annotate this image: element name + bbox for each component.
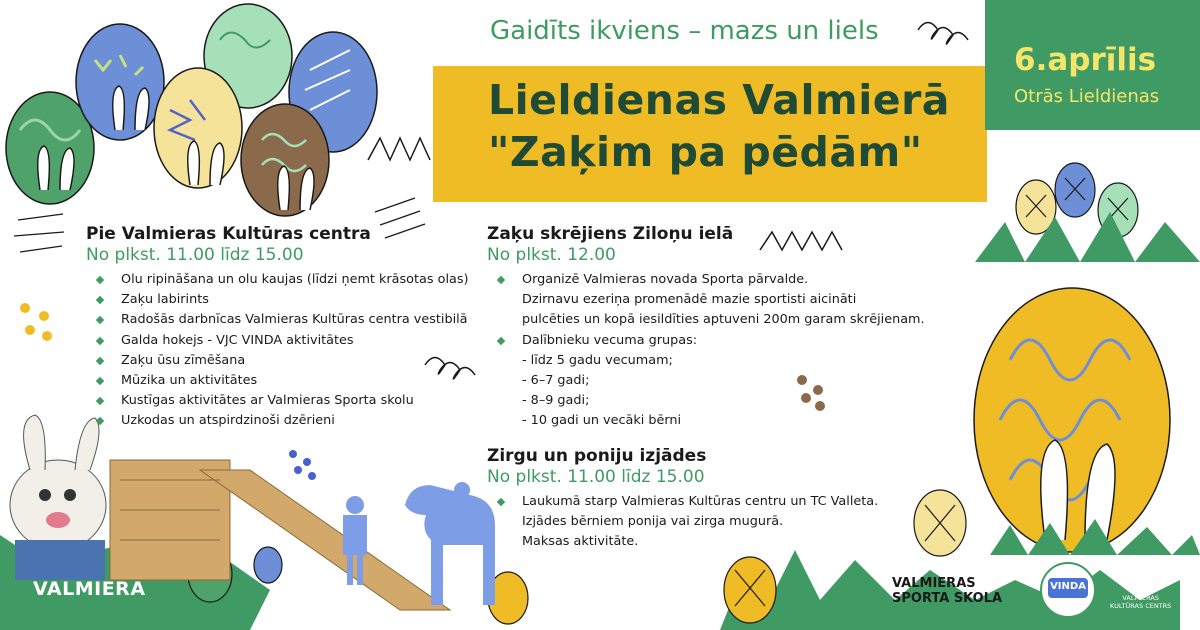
easter-egg-small-blue xyxy=(1055,163,1095,217)
section-culture-title: Pie Valmieras Kultūras centra xyxy=(86,224,371,244)
section-race-title: Zaķu skrējiens Ziloņu ielā xyxy=(487,224,734,244)
diamond-bullet-icon xyxy=(96,336,104,344)
diamond-bullet-icon xyxy=(96,417,104,425)
list-item: Organizē Valmieras novada Sporta pārvalde. xyxy=(496,270,925,290)
sports-school-logo-line1: VALMIERAS xyxy=(892,576,976,591)
event-title: Lieldienas Valmierā xyxy=(488,76,950,124)
diamond-bullet-icon xyxy=(96,357,104,365)
yellow-dots xyxy=(20,303,52,341)
section-culture-time: No plkst. 11.00 līdz 15.00 xyxy=(86,245,304,265)
section-race-time: No plkst. 12.00 xyxy=(487,245,616,265)
list-item: Zaķu labirints xyxy=(95,290,469,310)
culture-centre-logo-number: 60 xyxy=(1120,556,1164,596)
age-group: - 10 gadi un vecāki bērni xyxy=(522,413,682,429)
list-item: Laukumā starp Valmieras Kultūras centru un TC Valleta. xyxy=(496,492,878,512)
section-pony-list xyxy=(496,492,878,553)
list-item: Galda hokejs - VJC VINDA aktivitātes xyxy=(95,331,469,351)
diamond-bullet-icon xyxy=(497,336,505,344)
age-group: - 8–9 gadi; xyxy=(522,393,590,409)
section-pony-time: No plkst. 11.00 līdz 15.00 xyxy=(487,467,705,487)
easter-egg-big xyxy=(974,288,1170,552)
blue-dots xyxy=(289,450,316,480)
list-item: Mūzika un aktivitātes xyxy=(95,371,469,391)
list-item: Kustīgas aktivitātes ar Valmieras Sporta skolu xyxy=(95,391,469,411)
event-subtitle: "Zaķim pa pēdām" xyxy=(488,128,923,176)
squiggle-line xyxy=(368,138,430,160)
list-item-continuation: Izjādes bērniem ponija vai zirga mugurā. xyxy=(522,514,784,530)
vinda-logo-text: VINDA xyxy=(1050,581,1086,592)
list-item-continuation: Maksas aktivitāte. xyxy=(522,534,639,550)
sports-school-logo xyxy=(892,576,1002,606)
list-item: Radošās darbnīcas Valmieras Kultūras centra vestibilā xyxy=(95,310,469,330)
diamond-bullet-icon xyxy=(96,377,104,385)
age-group: - līdz 5 gadu vecumam; xyxy=(522,352,673,368)
age-group: - 6–7 gadi; xyxy=(522,373,590,389)
bunny-mascot xyxy=(10,415,106,580)
section-pony-title: Zirgu un poniju izjādes xyxy=(487,446,707,466)
hatch-lines xyxy=(375,198,425,238)
easter-egg-small-bottom-blue xyxy=(254,547,282,583)
list-item: Zaķu ūsu zīmēšana xyxy=(95,351,469,371)
swirl-line xyxy=(918,23,968,45)
diamond-bullet-icon xyxy=(96,397,104,405)
list-item-continuation: pulcēties un kopā iesildīties aptuveni 200m garam skrējienam. xyxy=(522,312,925,328)
event-date: 6.aprīlis xyxy=(1014,42,1157,78)
hatch-lines xyxy=(14,214,64,252)
section-culture-list xyxy=(95,270,469,432)
list-item-continuation: Dzirnavu ezeriņa promenādē mazie sportisti aicināti xyxy=(522,292,857,308)
grass-right xyxy=(975,212,1200,262)
valmiera-logo: VALMIERA xyxy=(33,578,146,600)
tagline: Gaidīts ikviens – mazs un liels xyxy=(490,16,879,46)
easter-eggs-cluster xyxy=(6,4,377,216)
list-item: Dalībnieku vecuma grupas: xyxy=(496,331,925,351)
section-race-list xyxy=(496,270,925,432)
sports-school-logo-line2: SPORTA SKOLA xyxy=(892,591,1003,606)
diamond-bullet-icon xyxy=(497,276,505,284)
list-item: Olu ripināšana un olu kaujas (līdzi ņemt krāsotas olas) xyxy=(95,270,469,290)
list-item: Uzkodas un atspirdzinoši dzērieni xyxy=(95,411,469,431)
diamond-bullet-icon xyxy=(96,316,104,324)
easter-egg-bottom xyxy=(724,557,776,623)
culture-centre-logo-text: VALMIERAS KULTŪRAS CENTRS xyxy=(1110,594,1172,610)
diamond-bullet-icon xyxy=(96,276,104,284)
event-day-name: Otrās Lieldienas xyxy=(1014,86,1160,107)
diamond-bullet-icon xyxy=(497,498,505,506)
vinda-logo xyxy=(1040,562,1096,618)
squiggle-line xyxy=(760,232,842,250)
diamond-bullet-icon xyxy=(96,296,104,304)
